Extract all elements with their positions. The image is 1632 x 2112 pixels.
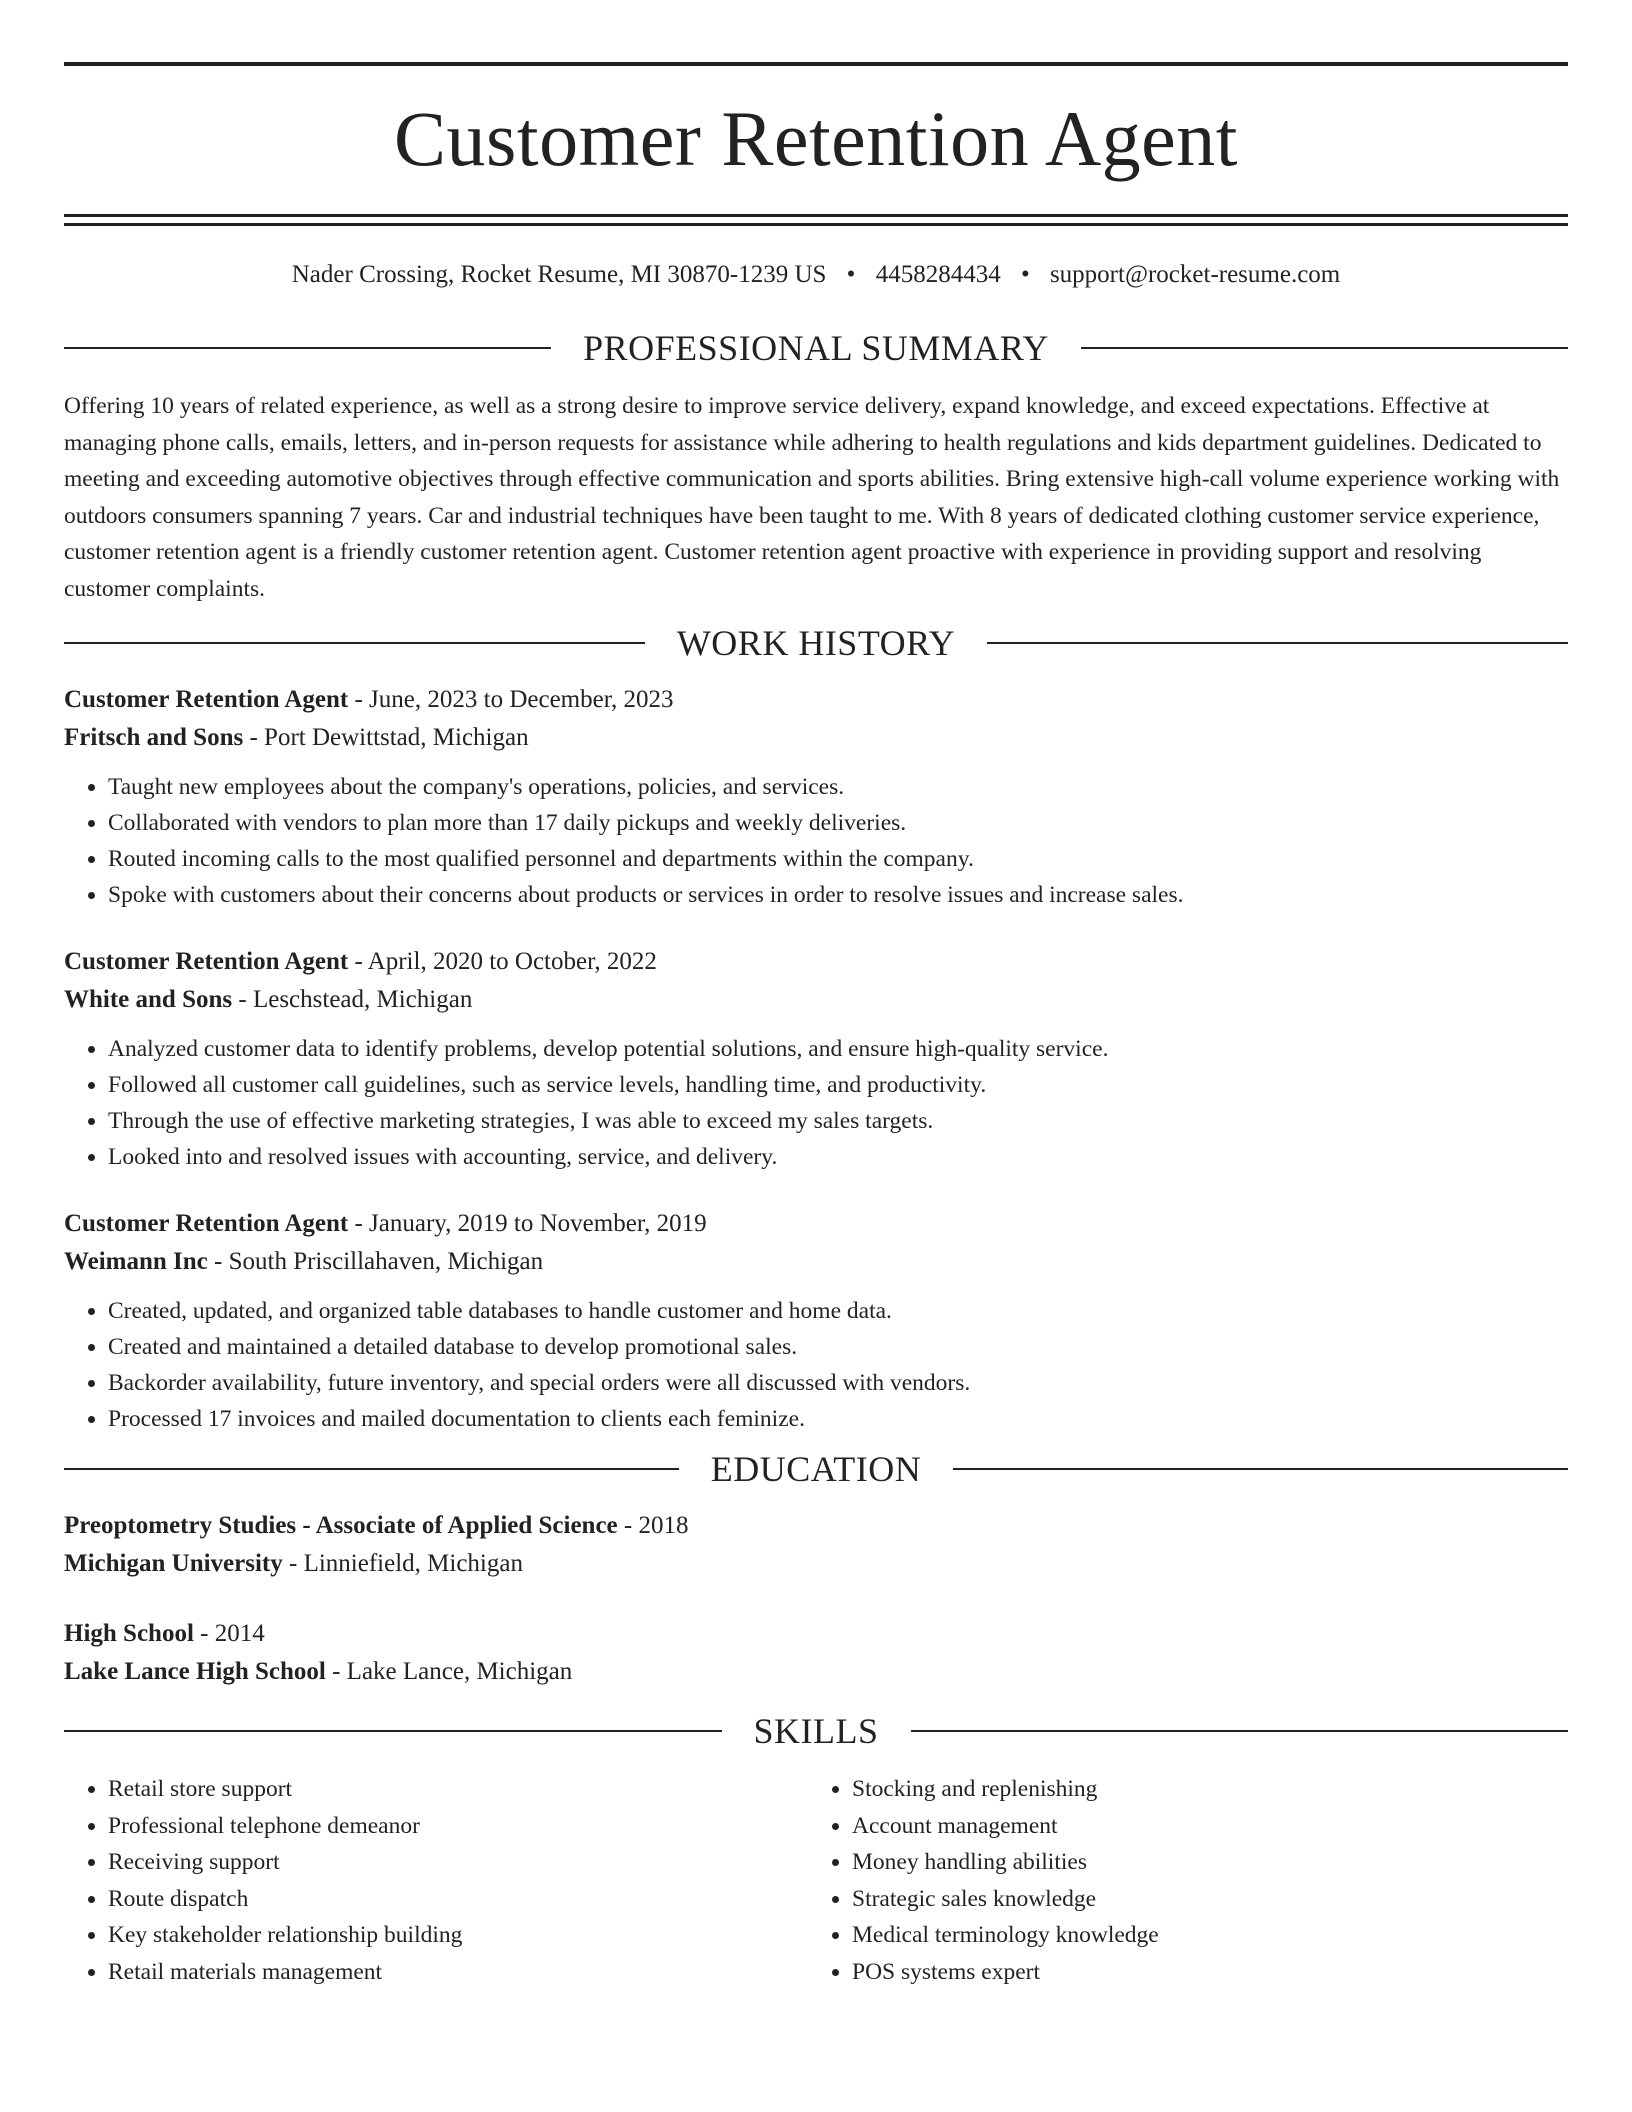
education-degree-line	[64, 1507, 1568, 1545]
job-title: Customer Retention Agent	[64, 948, 349, 975]
job-bullet: • Taught new employees about the company's operations, policies, and services.	[108, 769, 1568, 805]
education-degree-line	[64, 1615, 1568, 1653]
job-bullet: • Collaborated with vendors to plan more than 17 daily pickups and weekly deliveries.	[108, 805, 1568, 841]
education-location: - Lake Lance, Michigan	[325, 1658, 573, 1685]
education-location: - Linniefield, Michigan	[282, 1550, 523, 1577]
job-entry	[64, 681, 1568, 913]
top-rule	[64, 62, 1568, 66]
skill-item: • Professional telephone demeanor	[108, 1808, 808, 1845]
summary-section-heading	[64, 330, 1568, 366]
heading-rule	[64, 1468, 679, 1470]
job-bullet: • Analyzed customer data to identify problems, develop potential solutions, and ensure high-quality service.	[108, 1031, 1568, 1067]
skill-item: • Key stakeholder relationship building	[108, 1917, 808, 1954]
job-bullet: • Created, updated, and organized table databases to handle customer and home data.	[108, 1293, 1568, 1329]
education-degree: High School	[64, 1620, 194, 1647]
job-bullet: • Through the use of effective marketing strategies, I was able to exceed my sales targets.	[108, 1103, 1568, 1139]
skill-item: • Strategic sales knowledge	[852, 1881, 1552, 1918]
job-company-line	[64, 719, 1568, 757]
education-entry	[64, 1615, 1568, 1691]
resume-page	[64, 62, 1568, 1990]
job-title: Customer Retention Agent	[64, 686, 349, 713]
education-section-heading	[64, 1451, 1568, 1487]
skills-list-right	[808, 1771, 1552, 1990]
job-bullet: • Processed 17 invoices and mailed documentation to clients each feminize.	[108, 1401, 1568, 1437]
skill-item: • POS systems expert	[852, 1954, 1552, 1991]
skill-item: • Retail store support	[108, 1771, 808, 1808]
page-title: Customer Retention Agent	[394, 95, 1238, 182]
education-heading-label: EDUCATION	[710, 1449, 922, 1489]
job-bullet: • Spoke with customers about their concerns about products or services in order to resolve issues and increase sales.	[108, 877, 1568, 913]
skill-item: • Route dispatch	[108, 1881, 808, 1918]
job-dates: - January, 2019 to November, 2019	[348, 1210, 707, 1237]
heading-rule	[953, 1468, 1568, 1470]
job-company: Weimann Inc	[64, 1248, 208, 1275]
job-title-line	[64, 943, 1568, 981]
heading-rule	[987, 642, 1568, 644]
heading-rule	[64, 642, 645, 644]
contact-phone: 4458284434	[875, 261, 1001, 288]
job-dates: - April, 2020 to October, 2022	[348, 948, 657, 975]
skill-item: • Receiving support	[108, 1844, 808, 1881]
education-school-line	[64, 1545, 1568, 1583]
job-title-line	[64, 1205, 1568, 1243]
job-title: Customer Retention Agent	[64, 1210, 349, 1237]
double-rule	[64, 214, 1568, 226]
skill-item: • Medical terminology knowledge	[852, 1917, 1552, 1954]
work-heading-label: WORK HISTORY	[676, 623, 956, 663]
job-dates: - June, 2023 to December, 2023	[348, 686, 674, 713]
heading-rule	[64, 1730, 722, 1732]
job-bullets	[64, 769, 1568, 913]
job-bullet: • Followed all customer call guidelines, such as service levels, handling time, and productivity.	[108, 1067, 1568, 1103]
job-bullet: • Backorder availability, future inventory, and special orders were all discussed with vendors.	[108, 1365, 1568, 1401]
contact-email: support@rocket-resume.com	[1049, 261, 1341, 288]
job-bullet: • Created and maintained a detailed database to develop promotional sales.	[108, 1329, 1568, 1365]
skill-item: • Retail materials management	[108, 1954, 808, 1991]
skills-section-heading	[64, 1713, 1568, 1749]
skills-heading-label: SKILLS	[753, 1711, 879, 1751]
job-location: - South Priscillahaven, Michigan	[207, 1248, 544, 1275]
skills-list-left	[64, 1771, 808, 1990]
job-company: White and Sons	[64, 986, 233, 1013]
job-bullet: • Routed incoming calls to the most qualified personnel and departments within the company.	[108, 841, 1568, 877]
education-year: - 2014	[193, 1620, 265, 1647]
skills-columns	[64, 1771, 1568, 1990]
summary-heading-label: PROFESSIONAL SUMMARY	[583, 328, 1049, 368]
job-title-line	[64, 681, 1568, 719]
job-company-line	[64, 1243, 1568, 1281]
job-bullets	[64, 1293, 1568, 1437]
education-year: - 2018	[617, 1512, 689, 1539]
job-company: Fritsch and Sons	[64, 724, 244, 751]
education-degree: Preoptometry Studies - Associate of Applied Science	[64, 1512, 618, 1539]
education-school-line	[64, 1653, 1568, 1691]
education-school: Lake Lance High School	[64, 1658, 326, 1685]
job-location: - Leschstead, Michigan	[232, 986, 473, 1013]
job-bullets	[64, 1031, 1568, 1175]
job-company-line	[64, 981, 1568, 1019]
job-entry	[64, 943, 1568, 1175]
contact-separator: •	[846, 261, 856, 288]
heading-rule	[911, 1730, 1569, 1732]
summary-text: Offering 10 years of related experience, as well as a strong desire to improve service delivery, expand knowledge, and exceed expectations. Effective at managing phone calls, emails, letters, and in-person requests for assistance while adhering to health regulations and kids department guidelines. Dedicated to meeting and exceeding automotive objectives through effective communication and sports abilities. Bring extensive high-call volume experience working with outdoors consumers spanning 7 years. Car and industrial techniques have been taught to me. With 8 years of dedicated clothing customer service experience, customer retention agent is a friendly customer retention agent. Customer retention agent proactive with experience in providing support and resolving customer complaints.	[64, 393, 1560, 602]
work-section-heading	[64, 625, 1568, 661]
contact-separator: •	[1020, 261, 1030, 288]
job-entry	[64, 1205, 1568, 1437]
education-school: Michigan University	[64, 1550, 283, 1577]
contact-line	[64, 262, 1568, 292]
job-bullet: • Looked into and resolved issues with accounting, service, and delivery.	[108, 1139, 1568, 1175]
contact-address: Nader Crossing, Rocket Resume, MI 30870-1239 US	[291, 261, 827, 288]
skill-item: • Money handling abilities	[852, 1844, 1552, 1881]
heading-rule	[1081, 347, 1568, 349]
skill-item: • Account management	[852, 1808, 1552, 1845]
education-entry	[64, 1507, 1568, 1583]
heading-rule	[64, 347, 551, 349]
job-location: - Port Dewittstad, Michigan	[243, 724, 529, 751]
skill-item: • Stocking and replenishing	[852, 1771, 1552, 1808]
